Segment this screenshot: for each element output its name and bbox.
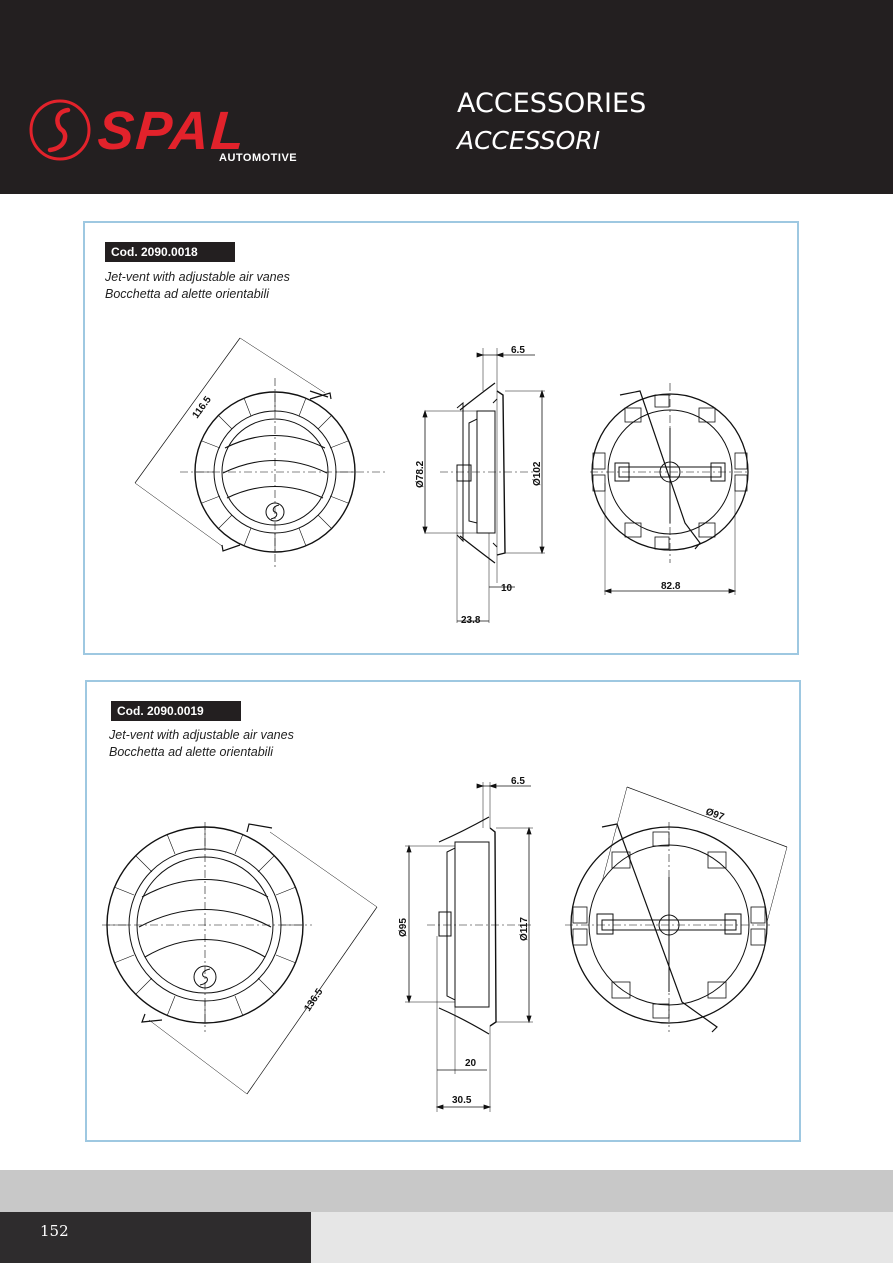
- dim-depth-b: 30.5: [452, 1095, 472, 1106]
- page-subtitle: ACCESSORI: [457, 126, 601, 155]
- description-en: Jet-vent with adjustable air vanes: [105, 270, 290, 284]
- front-view: [102, 822, 377, 1094]
- dim-inner-diameter: Ø95: [398, 918, 409, 937]
- dim-depth-b: 23.8: [461, 615, 481, 626]
- footer-band: [0, 1170, 893, 1212]
- product-panel-2: [85, 680, 801, 1142]
- technical-drawing-2: [87, 682, 799, 1140]
- dim-rear-diameter: Ø97: [703, 806, 726, 824]
- product-code: Cod. 2090.0019: [111, 701, 241, 721]
- page-title: ACCESSORIES: [457, 88, 647, 119]
- dim-diagonal: 136.5: [302, 986, 326, 1014]
- dim-rear-width: 82.8: [661, 581, 681, 592]
- description-en: Jet-vent with adjustable air vanes: [109, 728, 294, 742]
- dim-top: 6.5: [511, 776, 525, 787]
- product-code: Cod. 2090.0018: [105, 242, 235, 262]
- side-view: [425, 348, 545, 623]
- dim-inner-diameter: Ø78.2: [415, 460, 426, 488]
- dim-outer-diameter: Ø102: [532, 461, 543, 486]
- description-it: Bocchetta ad alette orientabili: [105, 287, 269, 301]
- page-number: 152: [40, 1222, 69, 1240]
- technical-drawing-1: [85, 223, 797, 653]
- product-panel-1: [83, 221, 799, 655]
- dim-top: 6.5: [511, 345, 525, 356]
- rear-view: [590, 383, 750, 595]
- description-it: Bocchetta ad alette orientabili: [109, 745, 273, 759]
- footer-right: [311, 1212, 893, 1263]
- rear-view: [565, 787, 787, 1032]
- dim-diagonal: 116.5: [190, 394, 214, 421]
- brand-tagline: AUTOMOTIVE: [219, 152, 298, 164]
- front-view: [135, 338, 385, 568]
- page-header: [0, 0, 893, 194]
- brand-name: SPAL: [95, 101, 249, 161]
- dim-depth-a: 10: [501, 583, 513, 594]
- spal-logo-icon: [28, 98, 92, 162]
- dim-depth-a: 20: [465, 1058, 477, 1069]
- dim-outer-diameter: Ø117: [519, 917, 530, 941]
